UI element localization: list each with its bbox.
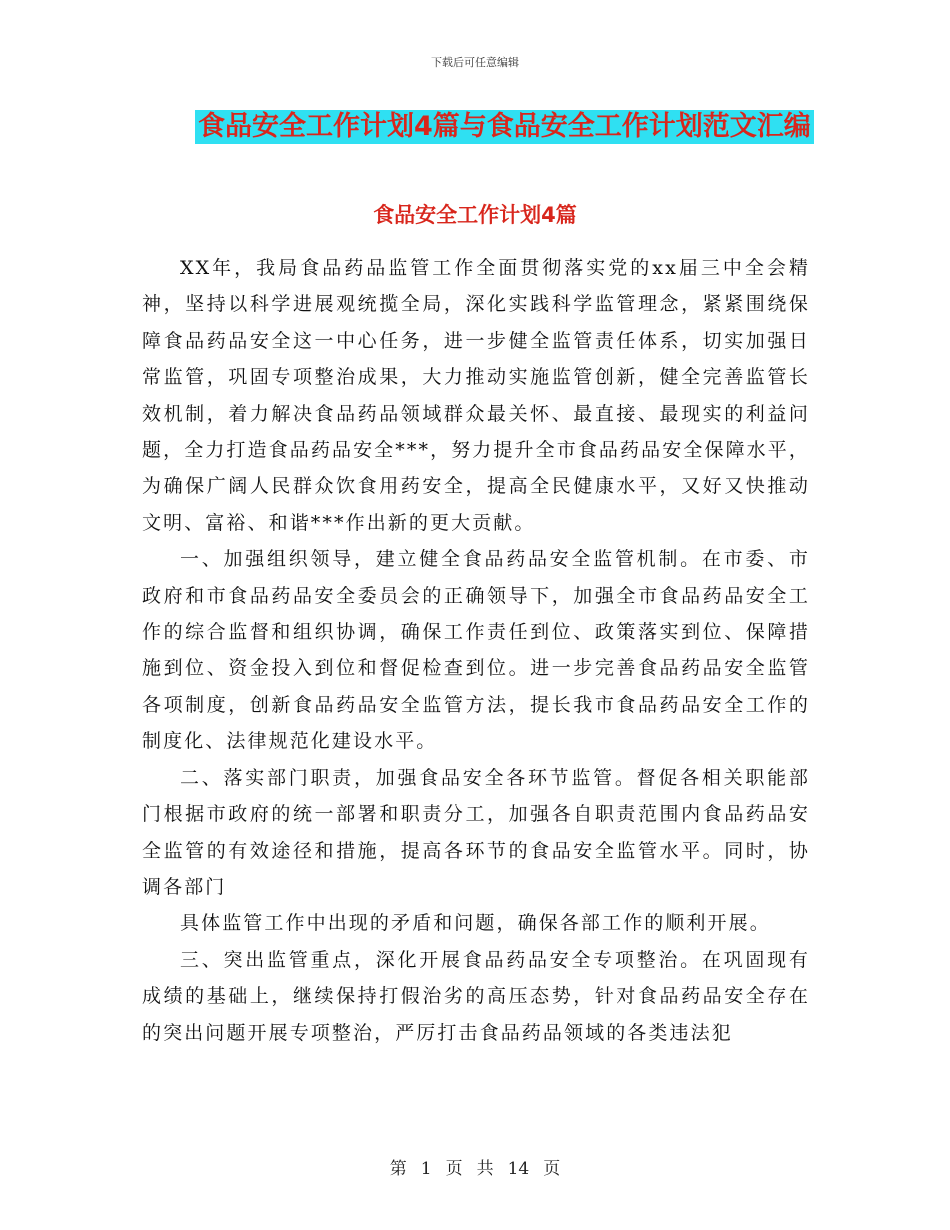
- footer-label-unit: 页: [445, 1159, 463, 1179]
- body-text: [142, 250, 810, 1051]
- paragraph-intro: XX年，我局食品药品监管工作全面贯彻落实党的xx届三中全会精神，坚持以科学进展观统揽全局，深化实践科学监管理念，紧紧围绕保障食品药品安全这一中心任务，进一步健全监管责任体系，切实加强日常监管，巩固专项整治成果，大力推动实施监管创新，健全完善监管长效机制，着力解决食品药品领域群众最关怀、最直接、最现实的利益问题，全力打造食品药品安全***，努力提升全市食品药品安全保障水平，为确保广阔人民群众饮食用药安全，提高全民健康水平，又好又快推动文明、富裕、和谐***作出新的更大贡献。: [142, 257, 810, 534]
- paragraph-point-1: 一、加强组织领导，建立健全食品药品安全监管机制。在市委、市政府和市食品药品安全委员会的正确领导下，加强全市食品药品安全工作的综合监督和组织协调，确保工作责任到位、政策落实到位、保障措施到位、资金投入到位和督促检查到位。进一步完善食品药品安全监管各项制度，创新食品药品安全监管方法，提长我市食品药品安全工作的制度化、法律规范化建设水平。: [142, 548, 810, 753]
- section-title: 食品安全工作计划4篇: [373, 203, 577, 227]
- header-note: 下载后可任意编辑: [431, 56, 519, 69]
- paragraph-point-3: 三、突出监管重点，深化开展食品药品安全专项整治。在巩固现有成绩的基础上，继续保持打假治劣的高压态势，针对食品药品安全存在的突出问题开展专项整治，严厉打击食品药品领域的各类违法犯: [142, 948, 810, 1044]
- paragraph-continuation: 具体监管工作中出现的矛盾和问题，确保各部工作的顺利开展。: [180, 912, 771, 935]
- footer-total-pages: 14: [507, 1159, 530, 1179]
- paragraph-point-2: 二、落实部门职责，加强食品安全各环节监管。督促各相关职能部门根据市政府的统一部署和职责分工，加强各自职责范围内食品药品安全监管的有效途径和措施，提高各环节的食品安全监管水平。同时，协调各部门: [142, 766, 810, 898]
- footer-label-page: 第: [389, 1159, 407, 1179]
- document-title: 食品安全工作计划4篇与食品安全工作计划范文汇编: [195, 110, 814, 144]
- footer-current-page: 1: [420, 1159, 432, 1179]
- footer-label-unit-2: 页: [543, 1159, 561, 1179]
- footer-label-total: 共: [476, 1159, 494, 1179]
- page-footer: [0, 1154, 950, 1179]
